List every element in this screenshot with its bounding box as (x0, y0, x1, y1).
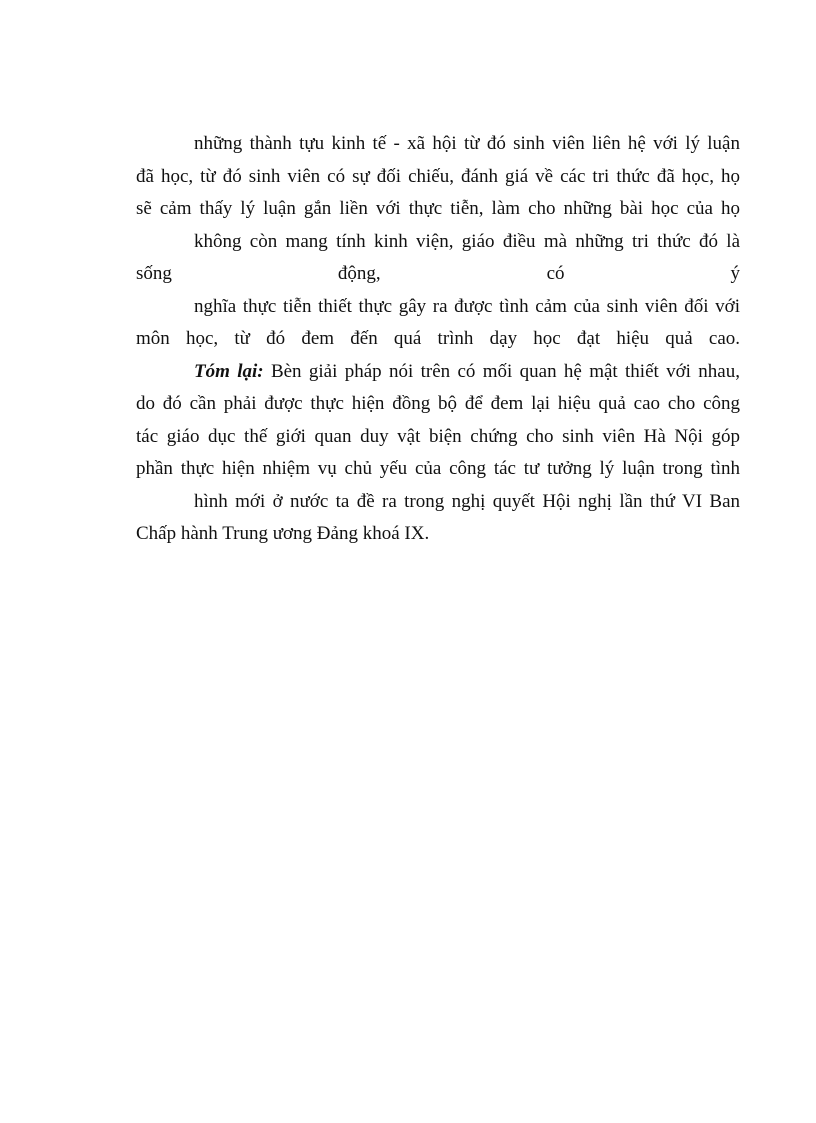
text-line-8: Tóm lại: Bèn giải pháp nói trên có mối quan hệ mật thiết với nhau, (194, 360, 740, 382)
text-line-12: hình mới ở nước ta đề ra trong nghị quyết Hội nghị lần thứ VI Ban (194, 490, 740, 512)
text-line-4: không còn mang tính kinh viện, giáo điều mà những tri thức đó là (194, 230, 740, 252)
text-line-7: môn học, từ đó đem đến quá trình dạy học đạt hiệu quả cao. (136, 328, 740, 349)
text-line-6: nghĩa thực tiễn thiết thực gây ra được tình cảm của sinh viên đối với (194, 295, 740, 317)
text-line-3: sẽ cảm thấy lý luận gắn liền với thực tiễn, làm cho những bài học của họ (136, 198, 740, 219)
text-line-5: sống động, có ý (136, 263, 740, 284)
text-line-10: tác giáo dục thế giới quan duy vật biện chứng cho sinh viên Hà Nội góp (136, 425, 740, 447)
text-line-1: những thành tựu kinh tế - xã hội từ đó sinh viên liên hệ với lý luận (194, 133, 740, 154)
text-line-13: Chấp hành Trung ương Đảng khoá IX. (136, 523, 430, 544)
text-line-2: đã học, từ đó sinh viên có sự đối chiếu, đánh giá về các tri thức đã học, họ (136, 165, 740, 187)
text-line-9: do đó cần phải được thực hiện đồng bộ để đem lại hiệu quả cao cho công (136, 393, 740, 414)
text-line-11: phần thực hiện nhiệm vụ chủ yếu của công tác tư tưởng lý luận trong tình (136, 458, 740, 479)
summary-label: Tóm lại: (194, 360, 264, 382)
body-text (136, 128, 740, 551)
